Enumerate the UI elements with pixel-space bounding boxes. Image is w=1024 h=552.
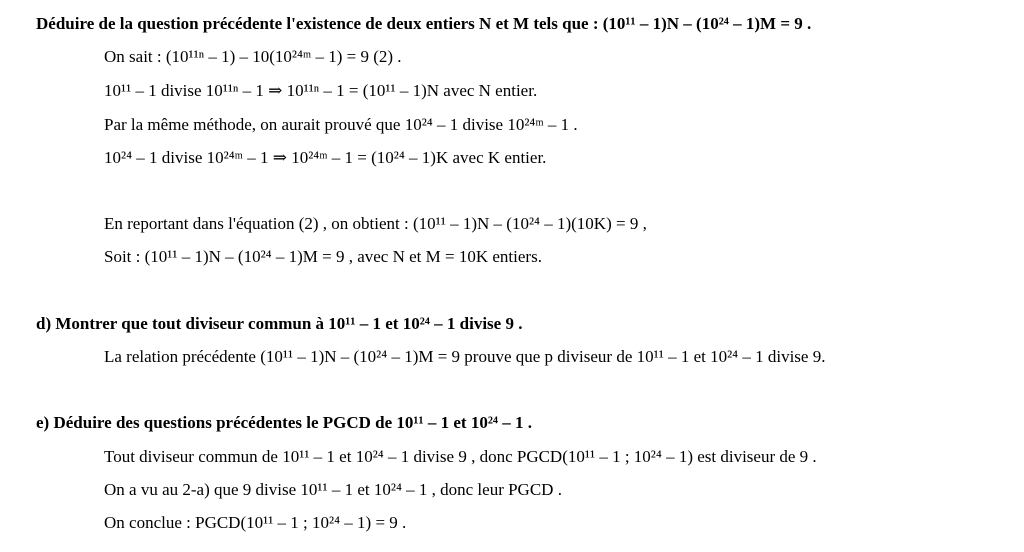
section-c-line-1: On sait : (10¹¹ⁿ – 1) – 10(10²⁴ᵐ – 1) = 9 (2) . — [104, 47, 402, 66]
section-d-line-1: La relation précédente (10¹¹ – 1)N – (10²⁴ – 1)M = 9 prouve que p diviseur de 10¹¹ – 1 et 10²⁴ – 1 divise 9. — [104, 347, 826, 366]
section-e-line-2: On a vu au 2-a) que 9 divise 10¹¹ – 1 et 10²⁴ – 1 , donc leur PGCD . — [104, 480, 562, 499]
section-c-line-5: En reportant dans l'équation (2) , on obtient : (10¹¹ – 1)N – (10²⁴ – 1)(10K) = 9 , — [104, 214, 647, 233]
section-e-line-1: Tout diviseur commun de 10¹¹ – 1 et 10²⁴ – 1 divise 9 , donc PGCD(10¹¹ – 1 ; 10²⁴ – 1) est diviseur de 9 . — [104, 447, 817, 466]
section-c-line-6: Soit : (10¹¹ – 1)N – (10²⁴ – 1)M = 9 , avec N et M = 10K entiers. — [104, 247, 542, 266]
section-c-line-4: 10²⁴ – 1 divise 10²⁴ᵐ – 1 ⇒ 10²⁴ᵐ – 1 = (10²⁴ – 1)K avec K entier. — [104, 148, 547, 167]
section-c-line-3: Par la même méthode, on aurait prouvé que 10²⁴ – 1 divise 10²⁴ᵐ – 1 . — [104, 115, 578, 134]
section-c-heading: Déduire de la question précédente l'existence de deux entiers N et M tels que : (10¹¹ – 1)N – (10²⁴ – 1)M = 9 . — [36, 14, 812, 33]
section-d-heading: d) Montrer que tout diviseur commun à 10¹¹ – 1 et 10²⁴ – 1 divise 9 . — [36, 314, 523, 333]
section-e-heading: e) Déduire des questions précédentes le PGCD de 10¹¹ – 1 et 10²⁴ – 1 . — [36, 413, 533, 432]
section-c-line-2: 10¹¹ – 1 divise 10¹¹ⁿ – 1 ⇒ 10¹¹ⁿ – 1 = (10¹¹ – 1)N avec N entier. — [104, 81, 538, 100]
section-e-line-3: On conclue : PGCD(10¹¹ – 1 ; 10²⁴ – 1) = 9 . — [104, 513, 407, 532]
